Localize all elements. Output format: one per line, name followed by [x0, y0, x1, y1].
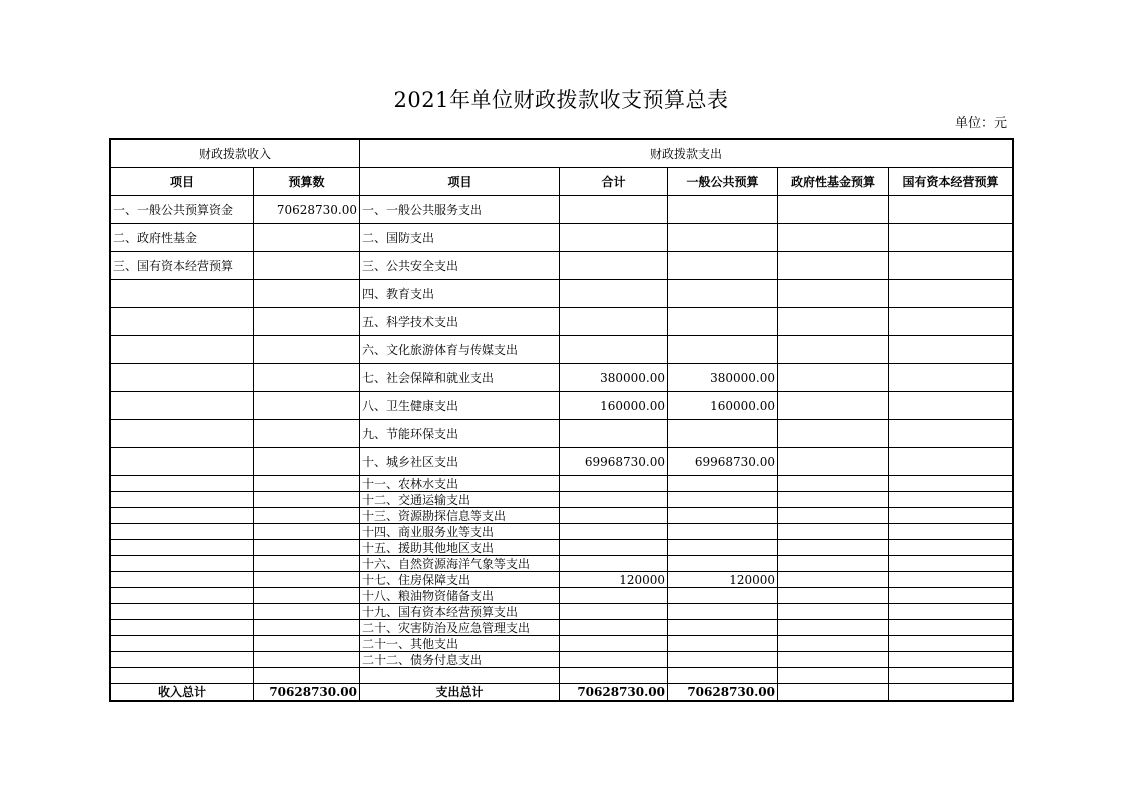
table-row — [111, 508, 1013, 524]
table-row — [111, 308, 1013, 336]
state-capital-budget-cell — [889, 364, 1013, 392]
total-cell — [560, 524, 668, 540]
total-cell — [560, 196, 668, 224]
total-cell — [560, 420, 668, 448]
income-item-cell — [111, 588, 254, 604]
fund-budget-cell — [778, 604, 889, 620]
state-capital-budget-cell — [889, 604, 1013, 620]
fund-budget-cell — [778, 392, 889, 420]
expense-item-cell: 十七、住房保障支出 — [360, 572, 560, 588]
fund-budget-cell — [778, 420, 889, 448]
expense-item-cell: 十一、农林水支出 — [360, 476, 560, 492]
expense-item-cell: 三、公共安全支出 — [360, 252, 560, 280]
col-income-item: 项目 — [111, 168, 254, 196]
income-amount-cell — [254, 588, 360, 604]
column-header-row — [111, 168, 1013, 196]
total-cell — [560, 308, 668, 336]
general-budget-cell — [668, 492, 778, 508]
fund-budget-cell — [778, 224, 889, 252]
total-cell — [560, 604, 668, 620]
table-row — [111, 668, 1013, 684]
general-budget-total: 70628730.00 — [668, 684, 778, 701]
income-amount-cell — [254, 652, 360, 668]
income-item-cell — [111, 364, 254, 392]
table-row — [111, 196, 1013, 224]
state-capital-budget-cell — [889, 620, 1013, 636]
total-cell — [560, 620, 668, 636]
income-amount-cell — [254, 540, 360, 556]
general-budget-cell — [668, 540, 778, 556]
income-item-cell: 一、一般公共预算资金 — [111, 196, 254, 224]
income-amount-cell — [254, 636, 360, 652]
expense-item-cell: 十四、商业服务业等支出 — [360, 524, 560, 540]
expense-item-cell: 十五、援助其他地区支出 — [360, 540, 560, 556]
table-row — [111, 420, 1013, 448]
page-title: 2021年单位财政拨款收支预算总表 — [393, 88, 729, 112]
general-budget-cell — [668, 508, 778, 524]
income-amount-cell — [254, 392, 360, 420]
col-general-budget: 一般公共预算 — [668, 168, 778, 196]
col-fund-budget: 政府性基金预算 — [778, 168, 889, 196]
total-cell — [560, 492, 668, 508]
income-item-cell — [111, 636, 254, 652]
state-capital-budget-cell — [889, 652, 1013, 668]
expense-item-cell: 二十二、债务付息支出 — [360, 652, 560, 668]
expense-total-amount: 70628730.00 — [560, 684, 668, 701]
state-capital-budget-cell — [889, 492, 1013, 508]
state-capital-budget-cell — [889, 252, 1013, 280]
fund-budget-cell — [778, 308, 889, 336]
total-cell: 380000.00 — [560, 364, 668, 392]
fund-budget-cell — [778, 524, 889, 540]
table-row — [111, 588, 1013, 604]
expense-item-cell: 五、科学技术支出 — [360, 308, 560, 336]
general-budget-cell — [668, 224, 778, 252]
general-budget-cell — [668, 420, 778, 448]
income-amount-cell — [254, 420, 360, 448]
col-income-amount: 预算数 — [254, 168, 360, 196]
income-amount-cell — [254, 556, 360, 572]
total-cell — [560, 252, 668, 280]
table-row — [111, 556, 1013, 572]
table-row — [111, 540, 1013, 556]
total-cell — [560, 224, 668, 252]
income-item-cell — [111, 476, 254, 492]
income-amount-cell — [254, 476, 360, 492]
total-cell — [560, 668, 668, 684]
fund-budget-cell — [778, 540, 889, 556]
general-budget-cell — [668, 280, 778, 308]
fund-budget-cell — [778, 636, 889, 652]
table-row — [111, 448, 1013, 476]
fund-budget-cell — [778, 668, 889, 684]
expense-item-cell: 十六、自然资源海洋气象等支出 — [360, 556, 560, 572]
expense-item-cell: 十八、粮油物资储备支出 — [360, 588, 560, 604]
income-item-cell — [111, 308, 254, 336]
expense-item-cell: 二十一、其他支出 — [360, 636, 560, 652]
table-row — [111, 280, 1013, 308]
expense-item-cell: 二十、灾害防治及应急管理支出 — [360, 620, 560, 636]
state-capital-budget-cell — [889, 556, 1013, 572]
total-cell — [560, 280, 668, 308]
state-capital-budget-cell — [889, 196, 1013, 224]
table-row — [111, 620, 1013, 636]
income-item-cell — [111, 604, 254, 620]
state-capital-budget-cell — [889, 524, 1013, 540]
table-row — [111, 364, 1013, 392]
general-budget-cell: 380000.00 — [668, 364, 778, 392]
state-capital-budget-cell — [889, 392, 1013, 420]
general-budget-cell: 160000.00 — [668, 392, 778, 420]
income-item-cell — [111, 336, 254, 364]
total-cell — [560, 508, 668, 524]
income-item-cell — [111, 448, 254, 476]
table-row — [111, 604, 1013, 620]
state-capital-budget-total — [889, 684, 1013, 701]
expense-item-cell: 二、国防支出 — [360, 224, 560, 252]
fund-budget-cell — [778, 508, 889, 524]
income-amount-cell — [254, 620, 360, 636]
general-budget-cell: 120000 — [668, 572, 778, 588]
fund-budget-cell — [778, 492, 889, 508]
state-capital-budget-cell — [889, 224, 1013, 252]
table-row — [111, 392, 1013, 420]
expense-item-cell: 七、社会保障和就业支出 — [360, 364, 560, 392]
state-capital-budget-cell — [889, 448, 1013, 476]
fund-budget-cell — [778, 652, 889, 668]
col-expense-item: 项目 — [360, 168, 560, 196]
state-capital-budget-cell — [889, 336, 1013, 364]
general-budget-cell: 69968730.00 — [668, 448, 778, 476]
table-row — [111, 524, 1013, 540]
table-row — [111, 224, 1013, 252]
expense-item-cell — [360, 668, 560, 684]
totals-row — [111, 684, 1013, 701]
income-item-cell — [111, 572, 254, 588]
income-amount-cell — [254, 336, 360, 364]
total-cell — [560, 652, 668, 668]
state-capital-budget-cell — [889, 508, 1013, 524]
total-cell: 160000.00 — [560, 392, 668, 420]
table-row — [111, 336, 1013, 364]
expense-item-cell: 十二、交通运输支出 — [360, 492, 560, 508]
fund-budget-total — [778, 684, 889, 701]
fund-budget-cell — [778, 280, 889, 308]
general-budget-cell — [668, 636, 778, 652]
income-amount-cell — [254, 448, 360, 476]
income-group-header: 财政拨款收入 — [111, 140, 360, 168]
income-amount-cell — [254, 224, 360, 252]
state-capital-budget-cell — [889, 280, 1013, 308]
income-item-cell — [111, 420, 254, 448]
fund-budget-cell — [778, 476, 889, 492]
fund-budget-cell — [778, 448, 889, 476]
expense-item-cell: 十、城乡社区支出 — [360, 448, 560, 476]
income-item-cell — [111, 524, 254, 540]
table-row — [111, 636, 1013, 652]
total-cell — [560, 540, 668, 556]
col-total: 合计 — [560, 168, 668, 196]
general-budget-cell — [668, 476, 778, 492]
expense-item-cell: 四、教育支出 — [360, 280, 560, 308]
fund-budget-cell — [778, 588, 889, 604]
state-capital-budget-cell — [889, 308, 1013, 336]
expense-item-cell: 八、卫生健康支出 — [360, 392, 560, 420]
expense-total-label: 支出总计 — [360, 684, 560, 701]
table-row — [111, 492, 1013, 508]
budget-table — [110, 139, 1013, 701]
expense-item-cell: 十三、资源勘探信息等支出 — [360, 508, 560, 524]
general-budget-cell — [668, 620, 778, 636]
fund-budget-cell — [778, 336, 889, 364]
income-amount-cell — [254, 308, 360, 336]
expense-item-cell: 九、节能环保支出 — [360, 420, 560, 448]
general-budget-cell — [668, 308, 778, 336]
table-row — [111, 572, 1013, 588]
fund-budget-cell — [778, 556, 889, 572]
income-amount-cell — [254, 492, 360, 508]
income-item-cell — [111, 492, 254, 508]
income-item-cell — [111, 540, 254, 556]
income-amount-cell — [254, 508, 360, 524]
table-row — [111, 476, 1013, 492]
total-cell — [560, 476, 668, 492]
expense-item-cell: 六、文化旅游体育与传媒支出 — [360, 336, 560, 364]
general-budget-cell — [668, 336, 778, 364]
income-item-cell — [111, 620, 254, 636]
general-budget-cell — [668, 588, 778, 604]
total-cell: 120000 — [560, 572, 668, 588]
income-item-cell: 三、国有资本经营预算 — [111, 252, 254, 280]
income-amount-cell — [254, 524, 360, 540]
state-capital-budget-cell — [889, 420, 1013, 448]
income-amount-cell — [254, 668, 360, 684]
income-total-amount: 70628730.00 — [254, 684, 360, 701]
fund-budget-cell — [778, 620, 889, 636]
expense-item-cell: 一、一般公共服务支出 — [360, 196, 560, 224]
income-item-cell — [111, 280, 254, 308]
general-budget-cell — [668, 652, 778, 668]
total-cell: 69968730.00 — [560, 448, 668, 476]
income-item-cell — [111, 556, 254, 572]
expense-group-header: 财政拨款支出 — [360, 140, 1013, 168]
income-item-cell — [111, 392, 254, 420]
fund-budget-cell — [778, 572, 889, 588]
table-row — [111, 252, 1013, 280]
total-cell — [560, 336, 668, 364]
general-budget-cell — [668, 604, 778, 620]
unit-label: 单位：元 — [954, 116, 1007, 131]
state-capital-budget-cell — [889, 668, 1013, 684]
income-total-label: 收入总计 — [111, 684, 254, 701]
table-row — [111, 652, 1013, 668]
fund-budget-cell — [778, 252, 889, 280]
col-state-capital-budget: 国有资本经营预算 — [889, 168, 1013, 196]
income-amount-cell — [254, 604, 360, 620]
total-cell — [560, 588, 668, 604]
total-cell — [560, 636, 668, 652]
general-budget-cell — [668, 196, 778, 224]
state-capital-budget-cell — [889, 572, 1013, 588]
income-item-cell: 二、政府性基金 — [111, 224, 254, 252]
income-item-cell — [111, 668, 254, 684]
state-capital-budget-cell — [889, 540, 1013, 556]
income-item-cell — [111, 508, 254, 524]
state-capital-budget-cell — [889, 588, 1013, 604]
general-budget-cell — [668, 252, 778, 280]
general-budget-cell — [668, 524, 778, 540]
expense-item-cell: 十九、国有资本经营预算支出 — [360, 604, 560, 620]
income-item-cell — [111, 652, 254, 668]
income-amount-cell — [254, 280, 360, 308]
general-budget-cell — [668, 668, 778, 684]
income-amount-cell — [254, 252, 360, 280]
total-cell — [560, 556, 668, 572]
state-capital-budget-cell — [889, 636, 1013, 652]
fund-budget-cell — [778, 196, 889, 224]
state-capital-budget-cell — [889, 476, 1013, 492]
general-budget-cell — [668, 556, 778, 572]
income-amount-cell: 70628730.00 — [254, 196, 360, 224]
fund-budget-cell — [778, 364, 889, 392]
income-amount-cell — [254, 572, 360, 588]
income-amount-cell — [254, 364, 360, 392]
group-header-row — [111, 140, 1013, 168]
